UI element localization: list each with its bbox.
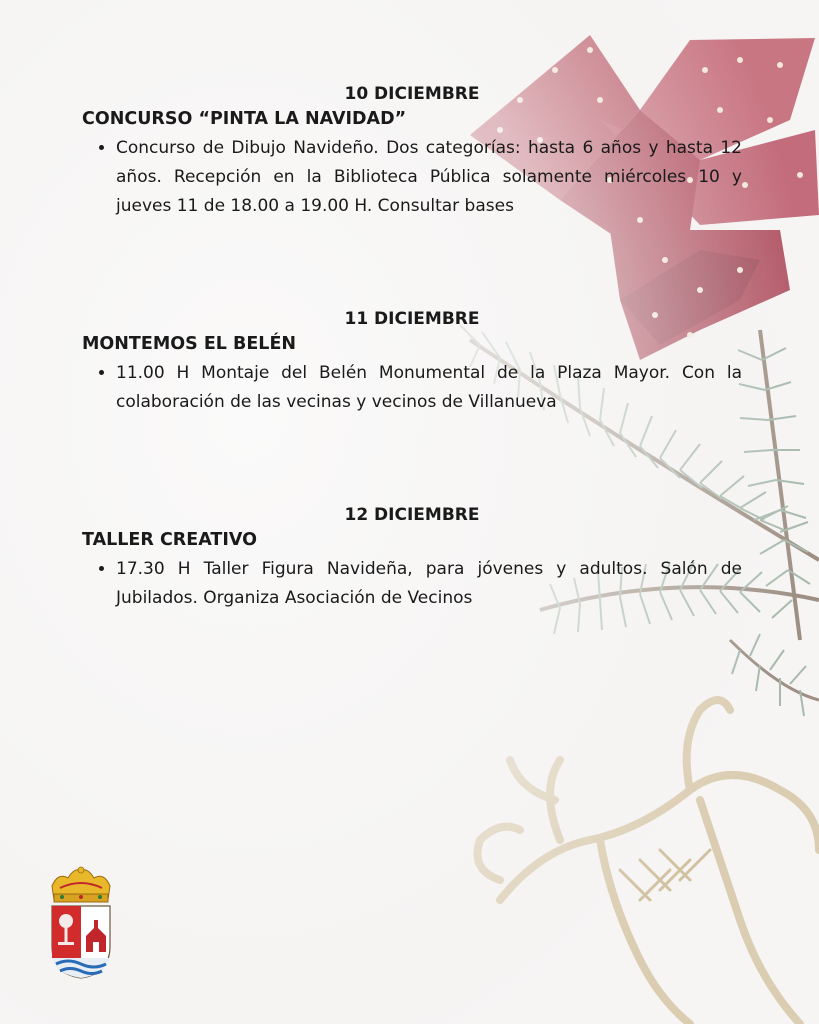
list-item: • Concurso de Dibujo Navideño. Dos categorías: hasta 6 años y hasta 12 años. Recepción en la Biblioteca Pública solamente miércoles 10 y jueves 11 de 18.00 a 19.00 H. Consultar bases bbox=[116, 134, 742, 221]
list-item: • 11.00 H Montaje del Belén Monumental de la Plaza Mayor. Con la colaboración de las vecinas y vecinos de Villanueva bbox=[116, 359, 742, 417]
event-11-diciembre bbox=[82, 307, 742, 417]
event-10-diciembre bbox=[82, 82, 742, 221]
event-title: CONCURSO “PINTA LA NAVIDAD” bbox=[82, 109, 407, 129]
event-title: MONTEMOS EL BELÉN bbox=[82, 334, 297, 354]
event-details-list bbox=[82, 359, 742, 417]
event-date: 11 DICIEMBRE bbox=[344, 309, 480, 329]
event-12-diciembre bbox=[82, 503, 742, 613]
event-title: TALLER CREATIVO bbox=[82, 530, 257, 550]
list-item: • 17.30 H Taller Figura Navideña, para jóvenes y adultos. Salón de Jubilados. Organiza Asociación de Vecinos bbox=[116, 555, 742, 613]
coat-of-arms-icon bbox=[48, 866, 114, 980]
event-details-list bbox=[82, 555, 742, 613]
crown-icon bbox=[52, 867, 110, 902]
event-date: 10 DICIEMBRE bbox=[344, 84, 480, 104]
event-details-list bbox=[82, 134, 742, 221]
event-date: 12 DICIEMBRE bbox=[344, 505, 480, 525]
